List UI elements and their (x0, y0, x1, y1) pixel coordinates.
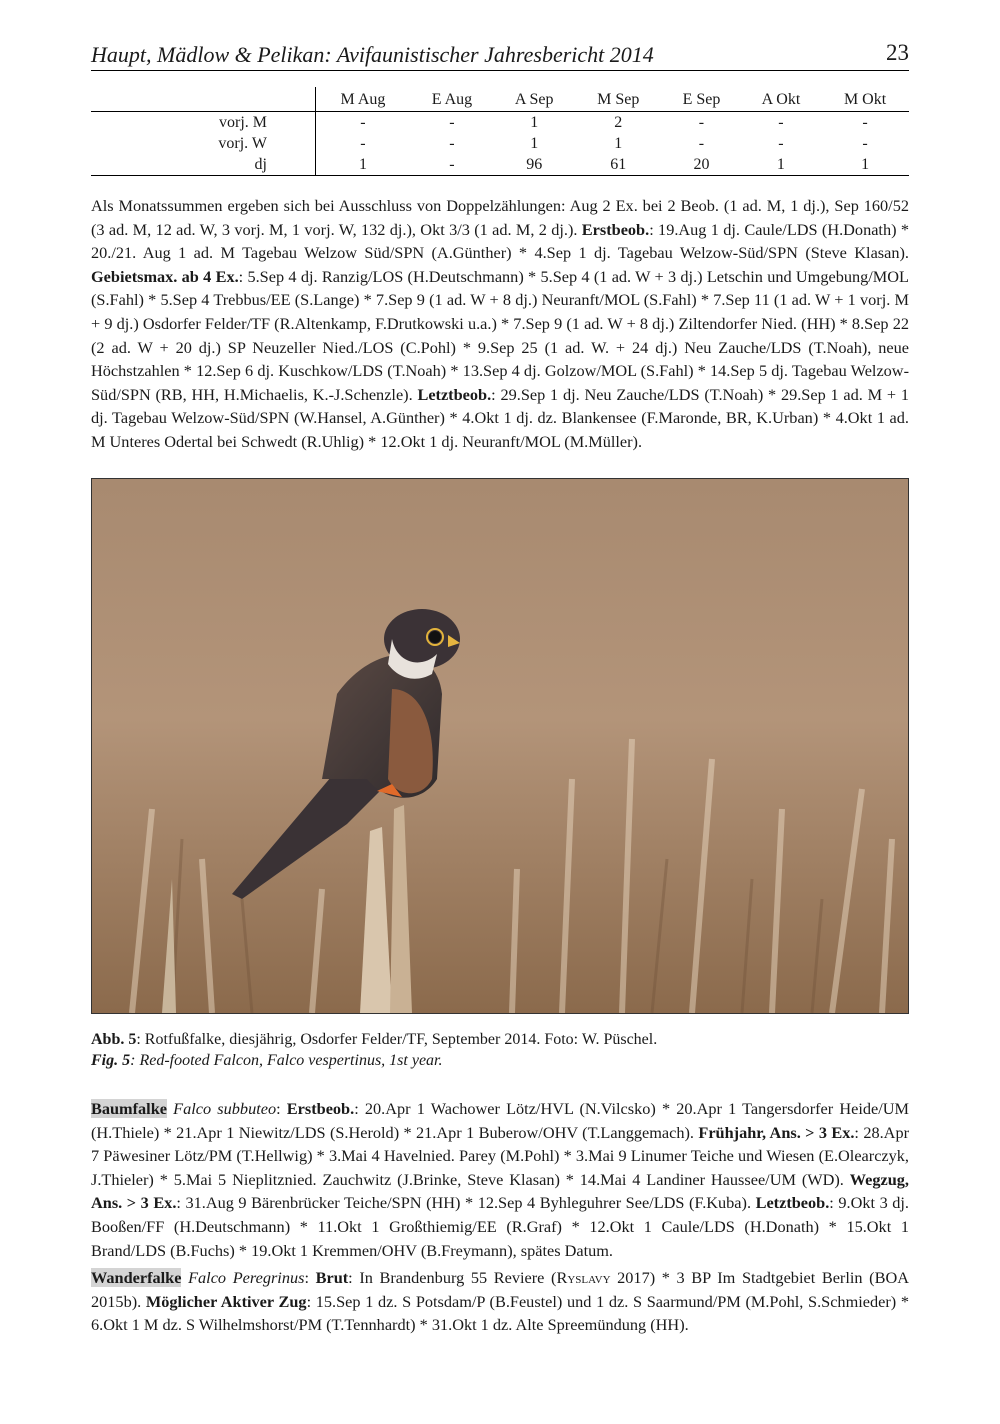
table-cell: 1 (530, 114, 539, 131)
table-cell: - (862, 114, 868, 131)
row-label: vorj. W (91, 133, 316, 154)
paragraph-baumfalke (91, 1097, 909, 1262)
table-cell: - (778, 135, 784, 152)
term-letztbeob: Letztbeob. (417, 384, 492, 404)
caption-text: : Rotfußfalke, diesjährig, Osdorfer Felder/TF, September 2014. Foto: W. Püschel. (136, 1031, 658, 1048)
text-run: : 31.Aug 9 Bärenbrücker Teiche/SPN (HH) * 12.Sep 4 Byhleguhrer See/LDS (F.Kuba). (176, 1193, 756, 1213)
table-cell: - (360, 114, 366, 131)
table-cell: 1 (530, 135, 539, 152)
latin-name: Falco Peregrinus (188, 1268, 305, 1287)
table-cell: 61 (574, 154, 662, 176)
species-name: Wanderfalke (91, 1268, 182, 1287)
table-cell: - (449, 114, 455, 131)
col-header: A Sep (494, 87, 574, 112)
table-cell: - (698, 114, 705, 131)
running-header (91, 40, 909, 71)
col-header: M Aug (316, 87, 410, 112)
table-cell: 1 (316, 154, 410, 176)
latin-name: Falco subbuteo (173, 1099, 277, 1118)
table-header-row (91, 87, 909, 112)
text-run: : In Brandenburg 55 Reviere ( (348, 1268, 557, 1287)
caption-english (91, 1050, 909, 1071)
term-fruehjahr: Frühjahr, Ans. > 3 Ex. (698, 1122, 855, 1142)
table-cell: 1 (741, 154, 821, 176)
text-run: : (304, 1268, 316, 1287)
term-zug: Möglicher Aktiver Zug (145, 1291, 307, 1311)
table-cell: - (410, 154, 494, 176)
text-run: : 19.Aug 1 dj. Caule/LDS (H.Donath) * 20./21. Aug 1 ad. M Tagebau Welzow Süd/SPN (A.Günther) * 4.Sep 1 dj. Tagebau Welzow-Süd/SPN (Steve Klasan). (91, 219, 909, 263)
table-cell: 20 (662, 154, 741, 176)
paragraph-wanderfalke (91, 1266, 909, 1337)
col-header: A Okt (741, 87, 821, 112)
term-wegzug: Wegzug, Ans. > 3 Ex. (91, 1169, 909, 1213)
table-cell: - (360, 135, 366, 152)
text-run: Als Monatssummen ergeben sich bei Ausschluss von Doppelzählungen: Aug 2 Ex. bei 2 Beob. (1 ad. M, 1 dj.), Sep 160/52 (3 ad. M, 12 ad. W, 3 vorj. M, 1 vorj. W, 132 dj.), Okt 3/3 (1 ad. M, 2 dj.). (91, 196, 909, 239)
table-cell: 96 (494, 154, 574, 176)
count-table (91, 87, 909, 176)
page-number: 23 (886, 40, 909, 65)
caption-label: Fig. 5 (91, 1052, 131, 1069)
term-brut: Brut (315, 1268, 349, 1287)
text-run: : 9.Okt 3 dj. Booßen/FF (H.Deutschmann) * 11.Okt 1 Großthiemig/EE (R.Graf) * 12.Okt 1 Caule/LDS (H.Donath) * 15.Okt 1 Brand/LDS (B.Fuchs) * 19.Okt 1 Kremmen/OHV (B.Freymann), spätes Datum. (91, 1193, 910, 1260)
text-run: : 5.Sep 4 dj. Ranzig/LOS (H.Deutschmann) * 5.Sep 4 (1 ad. W + 3 dj.) Letschin und Umgebung/MOL (S.Fahl) * 5.Sep 4 Trebbus/EE (S.Lange) * 7.Sep 9 (1 ad. W + 8 dj.) Neuranft/MOL (S.Fahl) * 7.Sep 11 (1 ad. W + 1 vorj. M + 9 dj.) Osdorfer Felder/TF (R.Altenkamp, F.Drutkowski u.a.) * 7.Sep 9 (1 ad. W + 8 dj.) Ziltendorfer Nied. (HH) * 8.Sep 22 (2 ad. W + 20 dj.) SP Neuzeller Nied./LOS (C.Pohl) * 9.Sep 25 (1 ad. W. + 24 dj.) Neu Zauche/LDS (T.Noah), neue Höchstzahlen * 12.Sep 6 dj. Kuschkow/LDS (T.Noah) * 13.Sep 4 dj. Golzow/MOL (S.Fahl) * 14.Sep 5 dj. Tagebau Welzow-Süd/SPN (RB, HH, H.Michaelis, K.-J.Schenzle). (91, 266, 909, 404)
table-cell: 1 (821, 154, 909, 176)
table-cell: 2 (614, 114, 623, 131)
col-header: E Aug (410, 87, 494, 112)
table-corner (91, 87, 316, 112)
table-row (91, 133, 909, 154)
table-cell: - (698, 135, 705, 152)
text-run: 2017) * 3 BP Im Stadtgebiet Berlin (BOA 2015b). (91, 1268, 909, 1311)
caption-german (91, 1029, 909, 1050)
table-row (91, 112, 909, 134)
table-row (91, 154, 909, 176)
col-header: M Okt (821, 87, 909, 112)
header-title: Haupt, Mädlow & Pelikan: Avifaunistischer Jahresbericht 2014 (91, 42, 654, 67)
text-run: : 15.Sep 1 dz. S Potsdam/P (B.Feustel) und 1 dz. S Saarmund/PM (M.Pohl, S.Schmieder) * 6.Okt 1 M dz. S Wilhelmshorst/PM (T.Tennhardt) * 31.Okt 1 dz. Alte Spreemündung (HH). (91, 1291, 910, 1335)
caption-label: Abb. 5 (91, 1031, 137, 1048)
author-smallcaps: Ryslavy (556, 1268, 611, 1287)
text-run: : (276, 1099, 287, 1118)
table-cell: 1 (614, 135, 623, 152)
falcon-photo (91, 478, 909, 1014)
caption-text: : Red-footed Falcon, Falco vespertinus, 1st year. (130, 1052, 443, 1069)
col-header: M Sep (574, 87, 662, 112)
col-header: E Sep (662, 87, 741, 112)
figure-caption (91, 1029, 909, 1071)
paragraph-rotfussfalke (91, 194, 909, 454)
term-gebietsmax: Gebietsmax. ab 4 Ex. (91, 266, 239, 286)
table-cell: - (449, 135, 455, 152)
term-erstbeob: Erstbeob. (286, 1099, 355, 1118)
text-run: : 29.Sep 1 dj. Neu Zauche/LDS (T.Noah) * 29.Sep 1 ad. M + 1 dj. Tagebau Welzow-Süd/SPN (W.Hansel, A.Günther) * 4.Okt 1 dj. dz. Blankensee (F.Maronde, BR, K.Urban) * 4.Okt 1 ad. M Unteres Odertal bei Schwedt (R.Uhlig) * 12.Okt 1 dj. Neuranft/MOL (M.Müller). (91, 384, 910, 451)
text-run: : 28.Apr 7 Päwesiner Lötz/PM (T.Hellwig) * 3.Mai 4 Havelnied. Parey (M.Pohl) * 3.Mai 9 Linumer Teiche und Wiesen (E.Olearczyk, J.Thieler) * 5.Mai 5 Nieplitznied. Zauchwitz (J.Brinke, Steve Klasan) * 14.Mai 4 Landiner Haussee/UM (WD). (91, 1122, 909, 1189)
table-cell: - (778, 114, 784, 131)
row-label: dj (91, 154, 316, 176)
species-name: Baumfalke (91, 1099, 167, 1118)
table-cell: - (862, 135, 868, 152)
text-run: : 20.Apr 1 Wachower Lötz/HVL (N.Vilcsko) * 20.Apr 1 Tangersdorfer Heide/UM (H.Thiele) * 21.Apr 1 Niewitz/LDS (S.Herold) * 21.Apr 1 Buberow/OHV (T.Langgemach). (91, 1099, 909, 1142)
term-letztbeob: Letztbeob. (755, 1193, 830, 1213)
row-label: vorj. M (91, 112, 316, 134)
term-erstbeob: Erstbeob. (581, 219, 650, 239)
